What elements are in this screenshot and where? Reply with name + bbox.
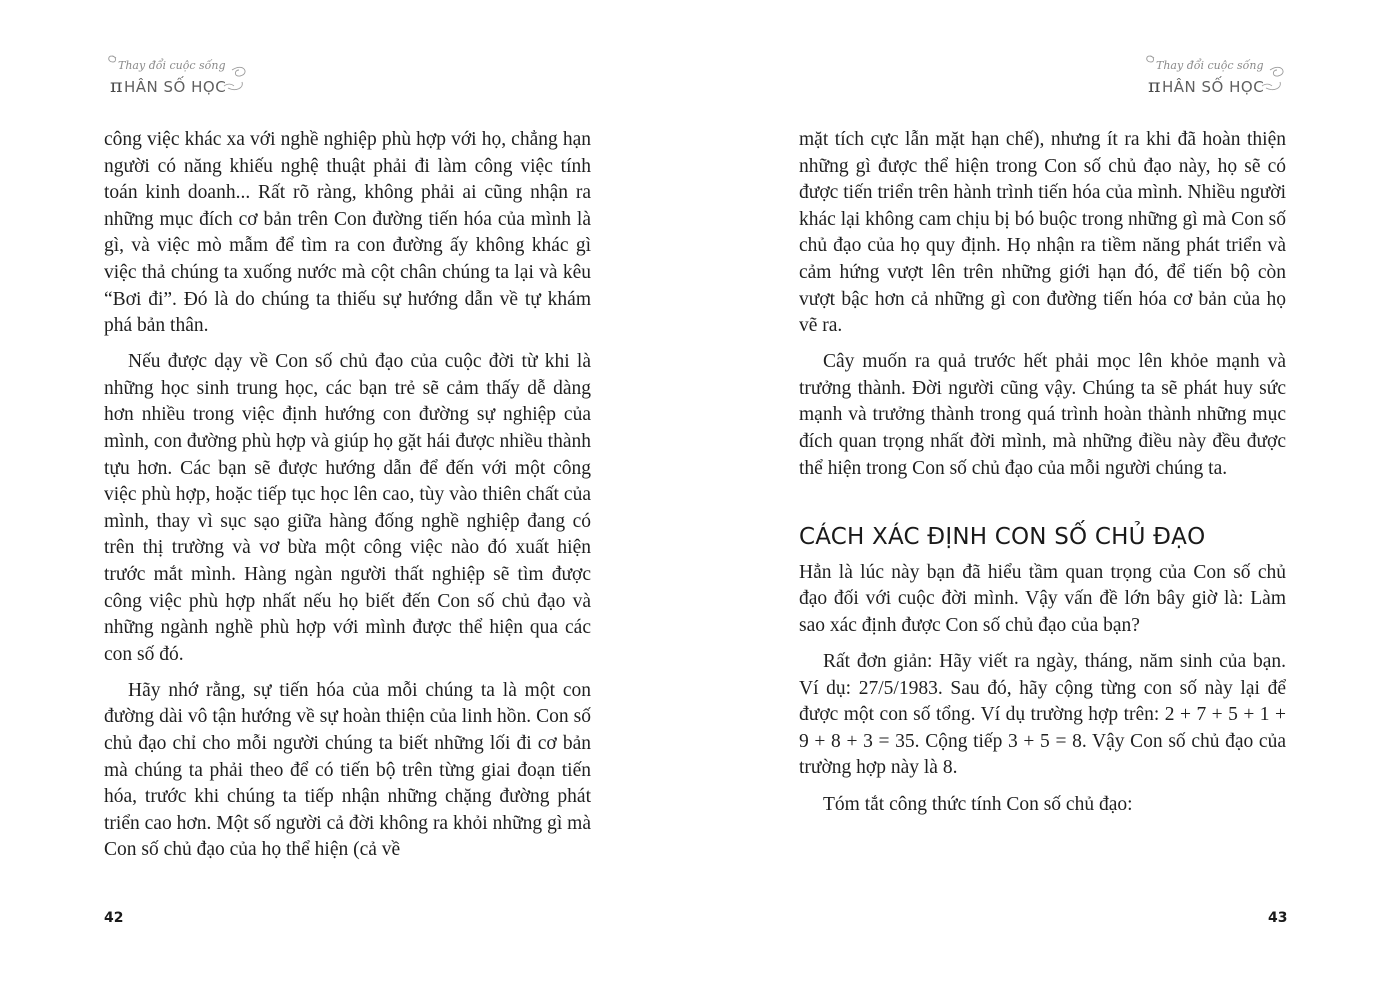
paragraph: công việc khác xa với nghề nghiệp phù hợp với họ, chẳng hạn người có năng khiếu nghệ thuật phải đi làm công việc tính toán kinh doanh... Rất rõ ràng, không phải ai cũng nhận ra những mục đích cơ bản trên Con đường tiến hóa của mình là gì, và việc mò mẫm để tìm ra con đường ấy không khác gì việc thả chúng ta xuống nước mà cột chân chúng ta lại và kêu “Bơi đi”. Đó là do chúng ta thiếu sự hướng dẫn về tự khám phá bản thân. xyxy=(104,129,591,337)
page-number: 43 xyxy=(1268,910,1288,926)
logo-tagline: Thay đổi cuộc sống xyxy=(1156,59,1264,72)
logo-brand xyxy=(110,75,226,97)
logo-brand-text: HÂN SỐ HỌC xyxy=(124,78,227,96)
pi-symbol: π xyxy=(110,75,123,97)
page-number: 42 xyxy=(104,910,124,926)
paragraph: Rất đơn giản: Hãy viết ra ngày, tháng, năm sinh của bạn. Ví dụ: 27/5/1983. Sau đó, hãy cộng từng con số này lại để được một con số tổng. Ví dụ trường hợp trên: 2 + 7 + 5 + 1 + 9 + 8 + 3 = 35. Cộng tiếp 3 + 5 = 8. Vậy Con số chủ đạo của trường hợp này là 8. xyxy=(799,651,1286,779)
left-body-text xyxy=(104,127,591,874)
book-logo xyxy=(1142,48,1287,98)
pi-symbol: π xyxy=(1148,75,1161,97)
paragraph: Hẳn là lúc này bạn đã hiểu tầm quan trọng của Con số chủ đạo đối với cuộc đời mình. Vậy vấn đề lớn bây giờ là: Làm sao xác định được Con số chủ đạo của bạn? xyxy=(799,561,1286,636)
logo-brand xyxy=(1148,75,1264,97)
logo-tagline: Thay đổi cuộc sống xyxy=(118,59,226,72)
logo-brand-text: HÂN SỐ HỌC xyxy=(1162,78,1265,96)
right-page xyxy=(695,0,1389,983)
book-logo xyxy=(104,48,249,98)
right-body-text xyxy=(799,127,1286,828)
paragraph: Tóm tắt công thức tính Con số chủ đạo: xyxy=(823,793,1133,815)
paragraph: Hãy nhớ rằng, sự tiến hóa của mỗi chúng ta là một con đường dài vô tận hướng về sự hoàn thiện của linh hồn. Con số chủ đạo chỉ cho mỗi người chúng ta biết những lối đi cơ bản mà chúng ta phải theo để có tiến bộ trên từng giai đoạn tiến hóa, trước khi chúng ta tiếp nhận những chặng đường phát triển cao hơn. Một số người cả đời không ra khỏi những gì mà Con số chủ đạo của họ thể hiện (cả về xyxy=(104,679,591,861)
paragraph: mặt tích cực lẫn mặt hạn chế), nhưng ít ra khi đã hoàn thiện những gì được thể hiện trong Con số chủ đạo này, họ sẽ có được tiến triển trên hành trình tiến hóa của mình. Nhiều người khác lại không cam chịu bị bó buộc trong những gì mà Con số chủ đạo của họ quy định. Họ nhận ra tiềm năng phát triển và cảm hứng vượt lên trên những giới hạn đó, để tiến bộ còn vượt bậc hơn cả những gì con đường tiến hóa cơ bản của họ vẽ ra. xyxy=(799,129,1286,337)
paragraph: Cây muốn ra quả trước hết phải mọc lên khỏe mạnh và trưởng thành. Đời người cũng vậy. Chúng ta sẽ phát huy sức mạnh và trưởng thành trong quá trình hoàn thành những mục đích quan trọng nhất đời mình, mà những điều này đều được thể hiện trong Con số chủ đạo của mỗi người chúng ta. xyxy=(799,351,1286,479)
left-page xyxy=(0,0,694,983)
section-heading: CÁCH XÁC ĐỊNH CON SỐ CHỦ ĐẠO xyxy=(799,524,1206,551)
paragraph: Nếu được dạy về Con số chủ đạo của cuộc đời từ khi là những học sinh trung học, các bạn trẻ sẽ cảm thấy dễ dàng hơn nhiều trong việc định hướng con đường sự nghiệp của mình, con đường phù hợp và giúp họ gặt hái được nhiều thành tựu hơn. Các bạn sẽ được hướng dẫn để đến với một công việc phù hợp, hoặc tiếp tục học lên cao, tùy vào thiên chất của mình, thay vì sục sạo giữa hàng đống nghề nghiệp đang có trên thị trường và vơ bừa một công việc nào đó xuất hiện trước mắt mình. Hàng ngàn người thất nghiệp sẽ tìm được công việc phù hợp nhất nếu họ biết đến Con số chủ đạo và những ngành nghề phù hợp với mình được thể hiện qua các con số đó. xyxy=(104,351,591,665)
